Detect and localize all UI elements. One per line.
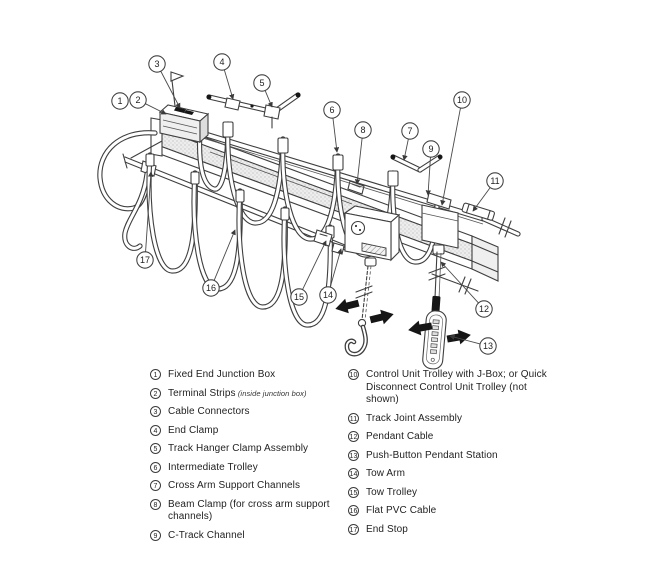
legend-item-number: 11	[348, 413, 359, 424]
callout-2	[130, 92, 166, 114]
legend-item-8	[150, 499, 338, 524]
legend-item-11	[348, 413, 560, 426]
legend-item-number: 12	[348, 431, 359, 442]
callout-4	[214, 54, 233, 99]
legend-item-number: 2	[150, 388, 161, 399]
callout-6	[324, 102, 340, 152]
legend-item-12	[348, 431, 560, 444]
callout-number: 2	[135, 94, 141, 105]
legend-item-label: Fixed End Junction Box	[168, 369, 276, 380]
legend-item-1	[150, 369, 338, 382]
callout-16	[203, 230, 235, 296]
parts-legend	[150, 369, 560, 548]
legend-column-right	[348, 369, 560, 548]
legend-item-label: Flat PVC Cable	[366, 505, 437, 516]
legend-item-9	[150, 530, 338, 543]
callout-number: 4	[219, 56, 225, 67]
pendant-cable	[429, 252, 445, 312]
arrow-right-2	[446, 328, 472, 347]
legend-item-17	[348, 524, 560, 537]
hoist-chain	[356, 266, 372, 320]
legend-item-note: (inside junction box)	[235, 388, 307, 398]
legend-item-label: Cable Connectors	[168, 406, 250, 417]
callout-1	[112, 93, 128, 109]
travel-arrows	[334, 296, 473, 347]
callout-number: 3	[154, 58, 160, 69]
legend-item-label: Cross Arm Support Channels	[168, 480, 301, 491]
legend-item-label: Terminal Strips	[168, 387, 236, 399]
legend-item-4	[150, 425, 338, 438]
callout-number: 15	[293, 291, 305, 302]
arrow-right-1	[369, 307, 396, 327]
legend-item-label: Track Hanger Clamp Assembly	[168, 443, 309, 454]
legend-item-7	[150, 480, 338, 493]
callout-3	[149, 56, 180, 108]
callout-leader	[303, 241, 326, 290]
legend-item-label: End Clamp	[168, 424, 219, 436]
legend-item-number: 14	[348, 468, 359, 479]
legend-item-label: Push-Button Pendant Station	[366, 449, 498, 461]
end-clamp	[225, 98, 240, 110]
callout-number: 16	[205, 282, 217, 293]
callout-number: 5	[259, 77, 265, 88]
legend-item-number: 1	[150, 369, 161, 380]
callout-number: 12	[478, 303, 490, 314]
callout-number: 8	[360, 124, 366, 135]
arrow-left-1	[334, 296, 361, 316]
legend-item-number: 17	[348, 524, 359, 535]
legend-item-label: Intermediate Trolley	[168, 461, 258, 473]
fixed-end-junction-box	[160, 72, 208, 142]
beam-end-face	[472, 236, 498, 281]
legend-item-10	[348, 369, 560, 407]
legend-item-3	[150, 406, 338, 419]
callout-number: 13	[482, 340, 494, 351]
callout-number: 10	[456, 94, 468, 105]
legend-item-number: 3	[150, 406, 161, 417]
legend-item-number: 8	[150, 499, 161, 510]
legend-item-2	[150, 388, 338, 401]
legend-item-number: 15	[348, 487, 359, 498]
track-hanger-clamp	[264, 105, 280, 128]
legend-item-14	[348, 468, 560, 481]
callout-leader	[224, 70, 233, 99]
callout-number: 17	[139, 254, 151, 265]
callout-number: 11	[490, 175, 500, 186]
callout-10	[442, 92, 470, 205]
legend-item-number: 9	[150, 530, 161, 541]
callout-number: 14	[322, 289, 334, 300]
legend-item-label: C-Track Channel	[168, 529, 245, 541]
legend-item-label: End Stop	[366, 523, 408, 535]
legend-column-left	[150, 369, 338, 548]
legend-item-number: 5	[150, 443, 161, 454]
legend-item-13	[348, 450, 560, 463]
legend-item-5	[150, 443, 338, 456]
legend-item-number: 4	[150, 425, 161, 436]
callout-number: 9	[428, 143, 434, 154]
callout-leader	[333, 118, 337, 152]
legend-item-label: Track Joint Assembly	[366, 412, 463, 424]
callout-11	[473, 173, 503, 211]
legend-item-label: Control Unit Trolley with J-Box; or Quick Disconnect Control Unit Trolley (not shown)	[366, 369, 547, 405]
callout-5	[254, 75, 272, 107]
legend-item-number: 13	[348, 450, 359, 461]
legend-item-6	[150, 462, 338, 475]
legend-item-number: 10	[348, 369, 359, 380]
callout-leader	[357, 138, 362, 184]
callout-leader	[404, 139, 408, 160]
legend-item-label: Tow Arm	[366, 468, 406, 479]
callout-number: 6	[329, 104, 335, 115]
hoist-hook	[347, 319, 366, 354]
legend-item-number: 16	[348, 505, 359, 516]
callout-number: 1	[117, 95, 123, 106]
legend-item-16	[348, 505, 560, 518]
hoist	[345, 206, 399, 266]
callout-7	[402, 123, 418, 160]
legend-item-label: Pendant Cable	[366, 431, 434, 442]
legend-item-number: 6	[150, 462, 161, 473]
callout-8	[355, 122, 371, 184]
legend-item-15	[348, 487, 560, 500]
callout-leader	[442, 108, 460, 205]
legend-item-label: Beam Clamp (for cross arm support channels)	[168, 498, 330, 522]
legend-item-number: 7	[150, 480, 161, 491]
legend-item-label: Tow Trolley	[366, 486, 418, 498]
push-button-pendant-station	[422, 310, 447, 370]
callout-number: 7	[407, 125, 413, 136]
